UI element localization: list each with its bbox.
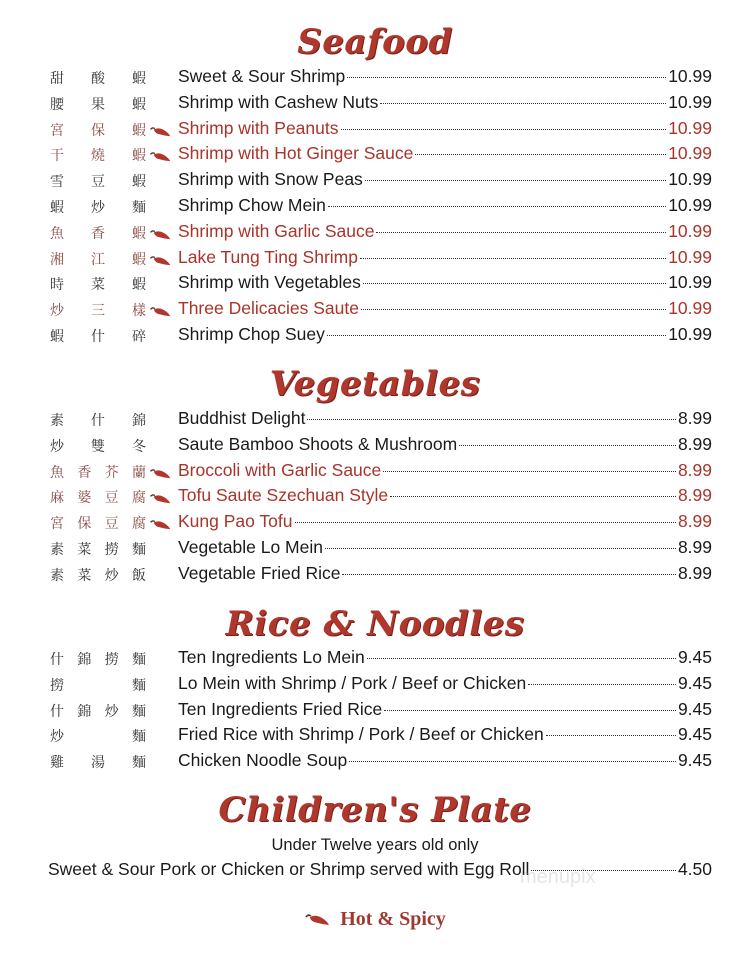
menu-item bbox=[0, 116, 750, 142]
chinese-char: 江 bbox=[91, 251, 105, 268]
menu-item bbox=[0, 167, 750, 193]
item-name: Broccoli with Garlic Sauce bbox=[178, 459, 382, 480]
chinese-char: 碎 bbox=[132, 329, 146, 345]
chinese-name bbox=[50, 197, 146, 217]
chili-pepper-icon bbox=[148, 225, 172, 237]
item-name: Saute Bamboo Shoots & Mushroom bbox=[178, 433, 458, 454]
item-price: 10.99 bbox=[668, 195, 712, 215]
item-name: Shrimp with Garlic Sauce bbox=[178, 220, 375, 241]
item-price: 9.45 bbox=[677, 698, 712, 719]
item-price: 10.99 bbox=[668, 272, 712, 293]
item-name: Ten Ingredients Lo Mein bbox=[178, 647, 365, 667]
item-name: Shrimp Chop Suey bbox=[178, 324, 325, 344]
chinese-char: 魚 bbox=[50, 225, 64, 242]
item-name: Vegetable Fried Rice bbox=[178, 562, 341, 583]
chinese-char: 蝦 bbox=[132, 251, 146, 268]
chinese-char: 什 bbox=[50, 703, 64, 720]
menu-item bbox=[0, 748, 750, 774]
chinese-char: 麵 bbox=[132, 729, 146, 746]
item-price: 10.99 bbox=[668, 324, 712, 344]
item-name: Shrimp with Hot Ginger Sauce bbox=[178, 143, 414, 164]
dot-leader bbox=[325, 548, 676, 549]
item-price: 10.99 bbox=[668, 246, 712, 267]
chinese-name bbox=[50, 462, 146, 482]
chinese-name bbox=[50, 68, 146, 88]
item-name: Shrimp with Vegetables bbox=[178, 272, 361, 293]
chinese-name bbox=[50, 752, 146, 772]
chinese-char: 麻 bbox=[50, 490, 64, 507]
chinese-name bbox=[50, 94, 146, 114]
dot-leader bbox=[546, 735, 676, 736]
chinese-char: 雙 bbox=[91, 438, 105, 455]
childrens-plate-subtitle: Under Twelve years old only bbox=[271, 836, 479, 854]
chinese-char: 雞 bbox=[50, 755, 64, 772]
chinese-char: 雪 bbox=[50, 174, 64, 191]
hot-spicy-legend bbox=[0, 908, 750, 931]
chinese-char: 蝦 bbox=[132, 277, 146, 294]
item-name: Sweet & Sour Pork or Chicken or Shrimp served with Egg Roll bbox=[48, 859, 530, 879]
chinese-char: 蝦 bbox=[132, 96, 146, 113]
watermark: menupix bbox=[520, 866, 596, 888]
chinese-name bbox=[50, 701, 146, 721]
chinese-name bbox=[50, 326, 146, 346]
chinese-name bbox=[50, 649, 146, 669]
dot-leader bbox=[380, 103, 666, 104]
dot-leader bbox=[384, 710, 676, 711]
chinese-name bbox=[50, 565, 146, 585]
item-name: Shrimp Chow Mein bbox=[178, 195, 326, 215]
chinese-char: 冬 bbox=[132, 438, 146, 455]
chinese-char: 麵 bbox=[132, 677, 146, 694]
dot-leader bbox=[390, 496, 676, 497]
chinese-char: 豆 bbox=[104, 490, 119, 507]
dot-leader bbox=[349, 761, 676, 762]
dot-leader bbox=[295, 522, 676, 523]
chinese-char: 炒 bbox=[50, 729, 64, 746]
item-price: 9.45 bbox=[677, 647, 712, 667]
item-price: 10.99 bbox=[668, 91, 712, 112]
chinese-char: 麵 bbox=[131, 703, 146, 720]
chinese-char: 蘭 bbox=[131, 464, 146, 481]
dot-leader bbox=[363, 283, 666, 284]
chinese-char: 錦 bbox=[77, 652, 92, 668]
chinese-char: 麵 bbox=[131, 652, 146, 668]
item-price: 10.99 bbox=[668, 298, 712, 319]
item-price: 8.99 bbox=[677, 511, 712, 532]
chinese-char: 菜 bbox=[77, 542, 92, 558]
chinese-char: 素 bbox=[50, 413, 64, 429]
chinese-char: 腐 bbox=[131, 516, 146, 533]
chinese-name bbox=[50, 410, 146, 430]
chinese-char: 蝦 bbox=[132, 225, 146, 242]
menu-item bbox=[0, 671, 750, 697]
chinese-char: 菜 bbox=[77, 567, 92, 584]
menu-item bbox=[0, 458, 750, 484]
menu-item bbox=[0, 535, 750, 561]
menu-item bbox=[0, 64, 750, 90]
chili-pepper-icon bbox=[148, 489, 172, 501]
chili-pepper-icon bbox=[148, 251, 172, 263]
chinese-char: 撈 bbox=[104, 542, 119, 558]
chili-pepper-icon bbox=[304, 913, 330, 927]
chinese-char: 炒 bbox=[104, 703, 119, 720]
chinese-char: 香 bbox=[91, 225, 105, 242]
dot-leader bbox=[367, 658, 676, 659]
menu-item bbox=[0, 322, 750, 348]
item-name: Chicken Noodle Soup bbox=[178, 750, 348, 771]
menu-item bbox=[0, 193, 750, 219]
menu-item bbox=[0, 722, 750, 748]
legend-label: Hot & Spicy bbox=[340, 908, 446, 930]
chinese-char: 香 bbox=[77, 464, 92, 481]
chinese-char: 保 bbox=[91, 122, 105, 139]
chinese-char: 錦 bbox=[132, 413, 146, 429]
menu-item bbox=[0, 245, 750, 271]
section-title-childrens-plate: Children's Plate bbox=[218, 790, 532, 830]
chinese-name bbox=[50, 249, 146, 269]
chinese-char: 蝦 bbox=[50, 329, 64, 345]
item-name: Lake Tung Ting Shrimp bbox=[178, 246, 358, 267]
item-price: 8.99 bbox=[677, 562, 712, 583]
dot-leader bbox=[383, 471, 676, 472]
item-name: Buddhist Delight bbox=[178, 408, 306, 428]
chinese-char: 魚 bbox=[50, 464, 64, 481]
item-name: Tofu Saute Szechuan Style bbox=[178, 485, 389, 506]
chinese-name bbox=[50, 513, 146, 533]
chinese-char: 什 bbox=[91, 329, 105, 345]
item-price: 10.99 bbox=[668, 66, 712, 86]
chinese-char: 豆 bbox=[104, 516, 119, 533]
chinese-char: 酸 bbox=[91, 71, 105, 87]
menu-item bbox=[0, 561, 750, 587]
chinese-char: 炒 bbox=[91, 200, 105, 216]
menu-item bbox=[0, 509, 750, 535]
item-name: Fried Rice with Shrimp / Pork / Beef or Chicken bbox=[178, 724, 544, 745]
chinese-char: 蝦 bbox=[132, 122, 146, 139]
chili-pepper-icon bbox=[148, 302, 172, 314]
item-price: 8.99 bbox=[677, 537, 712, 557]
chinese-name bbox=[50, 145, 146, 165]
chinese-char: 蝦 bbox=[50, 200, 64, 216]
chinese-char: 湯 bbox=[91, 755, 105, 772]
chinese-char: 腐 bbox=[131, 490, 146, 507]
menu-item bbox=[0, 432, 750, 458]
item-price: 8.99 bbox=[677, 433, 712, 454]
chinese-name bbox=[50, 726, 146, 746]
chinese-char: 保 bbox=[77, 516, 92, 533]
chinese-name bbox=[50, 675, 146, 695]
dot-leader bbox=[528, 684, 676, 685]
item-price: 9.45 bbox=[677, 672, 712, 693]
item-price: 10.99 bbox=[668, 117, 712, 138]
item-name: Shrimp with Snow Peas bbox=[178, 169, 363, 190]
chinese-name bbox=[50, 539, 146, 559]
item-price: 8.99 bbox=[677, 459, 712, 480]
dot-leader bbox=[360, 258, 666, 259]
item-name: Kung Pao Tofu bbox=[178, 511, 293, 532]
chinese-char: 湘 bbox=[50, 251, 64, 268]
menu-item bbox=[0, 645, 750, 671]
chinese-char: 果 bbox=[91, 96, 105, 113]
item-price: 10.99 bbox=[668, 220, 712, 241]
dot-leader bbox=[459, 445, 676, 446]
item-name: Sweet & Sour Shrimp bbox=[178, 66, 346, 86]
chinese-char: 豆 bbox=[91, 174, 105, 191]
item-name: Vegetable Lo Mein bbox=[178, 537, 323, 557]
chinese-name bbox=[50, 300, 146, 320]
chinese-char: 什 bbox=[50, 652, 64, 668]
item-name: Shrimp with Peanuts bbox=[178, 117, 339, 138]
menu-item bbox=[0, 296, 750, 322]
item-price: 9.45 bbox=[677, 724, 712, 745]
chinese-char: 三 bbox=[91, 303, 105, 320]
dot-leader bbox=[341, 129, 667, 130]
chinese-char: 時 bbox=[50, 277, 64, 294]
item-name: Ten Ingredients Fried Rice bbox=[178, 698, 383, 719]
menu-item bbox=[0, 270, 750, 296]
dot-leader bbox=[327, 335, 666, 336]
chinese-char: 素 bbox=[50, 542, 64, 558]
item-price: 10.99 bbox=[668, 143, 712, 164]
dot-leader bbox=[328, 206, 666, 207]
chinese-char: 腰 bbox=[50, 96, 64, 113]
chinese-name bbox=[50, 223, 146, 243]
chinese-char: 素 bbox=[50, 567, 64, 584]
chinese-name bbox=[50, 487, 146, 507]
section-title-rice-noodles: Rice & Noodles bbox=[225, 604, 525, 644]
chinese-name bbox=[50, 120, 146, 140]
section-title-vegetables: Vegetables bbox=[269, 364, 481, 404]
chinese-char: 炒 bbox=[50, 303, 64, 320]
chinese-char: 撈 bbox=[104, 652, 119, 668]
dot-leader bbox=[365, 180, 666, 181]
dot-leader bbox=[342, 574, 675, 575]
item-price: 9.45 bbox=[677, 750, 712, 771]
chinese-char: 炒 bbox=[50, 438, 64, 455]
menu-item bbox=[0, 141, 750, 167]
chinese-char: 麵 bbox=[132, 755, 146, 772]
chinese-name bbox=[50, 436, 146, 456]
dot-leader bbox=[415, 154, 666, 155]
chinese-char: 蝦 bbox=[132, 174, 146, 191]
chinese-name bbox=[50, 171, 146, 191]
dot-leader bbox=[361, 309, 666, 310]
item-price: 10.99 bbox=[668, 169, 712, 190]
chili-pepper-icon bbox=[148, 515, 172, 527]
chinese-char: 麵 bbox=[132, 200, 146, 216]
chinese-char: 婆 bbox=[77, 490, 92, 507]
chinese-char: 宮 bbox=[50, 516, 64, 533]
dot-leader bbox=[376, 232, 666, 233]
item-name: Three Delicacies Saute bbox=[178, 298, 359, 319]
menu-item bbox=[0, 90, 750, 116]
chinese-name bbox=[50, 274, 146, 294]
section-title-seafood: Seafood bbox=[297, 22, 453, 62]
item-name: Shrimp with Cashew Nuts bbox=[178, 91, 379, 112]
chinese-char: 錦 bbox=[77, 703, 92, 720]
menu-item bbox=[0, 697, 750, 723]
dot-leader bbox=[307, 419, 675, 420]
chinese-char: 芥 bbox=[104, 464, 119, 481]
item-price: 4.50 bbox=[677, 859, 712, 879]
menu-item bbox=[0, 219, 750, 245]
item-name: Lo Mein with Shrimp / Pork / Beef or Chicken bbox=[178, 672, 527, 693]
chinese-char: 什 bbox=[91, 413, 105, 429]
chili-pepper-icon bbox=[148, 147, 172, 159]
chinese-char: 甜 bbox=[50, 71, 64, 87]
chinese-char: 干 bbox=[50, 148, 64, 165]
item-price: 8.99 bbox=[677, 408, 712, 428]
chinese-char: 宮 bbox=[50, 122, 64, 139]
chinese-char: 撈 bbox=[50, 677, 64, 694]
chinese-char: 菜 bbox=[91, 277, 105, 294]
chili-pepper-icon bbox=[148, 464, 172, 476]
chinese-char: 樣 bbox=[132, 303, 146, 320]
chinese-char: 炒 bbox=[104, 567, 119, 584]
chinese-char: 蝦 bbox=[132, 148, 146, 165]
chinese-char: 燒 bbox=[91, 148, 105, 165]
menu-item bbox=[0, 406, 750, 432]
chili-pepper-icon bbox=[148, 122, 172, 134]
item-price: 8.99 bbox=[677, 485, 712, 506]
dot-leader bbox=[347, 77, 666, 78]
childrens-plate-item bbox=[48, 859, 712, 880]
chinese-char: 麵 bbox=[131, 542, 146, 558]
chinese-char: 飯 bbox=[131, 567, 146, 584]
menu-item bbox=[0, 483, 750, 509]
chinese-char: 蝦 bbox=[132, 71, 146, 87]
